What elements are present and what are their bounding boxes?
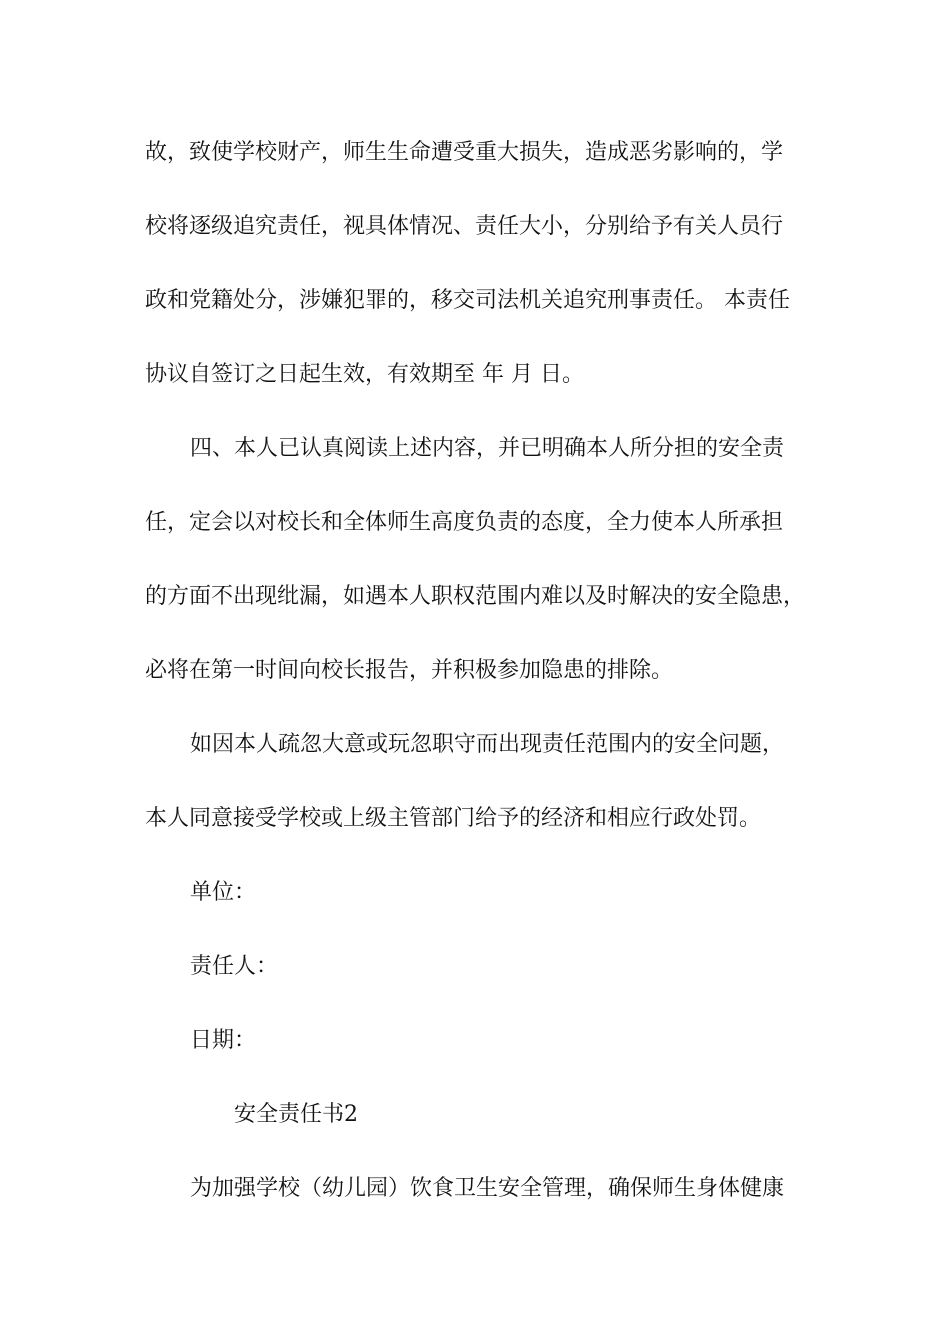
paragraph-line-1: 故，致使学校财产，师生生命遭受重大损失，造成恶劣影响的，学 bbox=[145, 140, 784, 165]
paragraph-line-8: 必将在第一时间向校长报告，并积极参加隐患的排除。 bbox=[145, 658, 674, 683]
paragraph-line-5: 四、本人已认真阅读上述内容，并已明确本人所分担的安全责 bbox=[190, 436, 785, 461]
paragraph-line-10: 本人同意接受学校或上级主管部门给予的经济和相应行政处罚。 bbox=[145, 806, 762, 831]
section-title: 安全责任书2 bbox=[234, 1102, 358, 1127]
paragraph-line-2: 校将逐级追究责任，视具体情况、责任大小，分别给予有关人员行 bbox=[145, 214, 784, 239]
paragraph-line-7: 的方面不出现纰漏，如遇本人职权范围内难以及时解决的安全隐患， bbox=[145, 584, 806, 609]
signature-person-label: 责任人： bbox=[190, 954, 279, 979]
paragraph-line-4: 协议自签订之日起生效，有效期至 年 月 日。 bbox=[145, 362, 584, 387]
paragraph-line-6: 任，定会以对校长和全体师生高度负责的态度，全力使本人所承担 bbox=[145, 510, 784, 535]
paragraph-line-9: 如因本人疏忽大意或玩忽职守而出现责任范围内的安全问题， bbox=[190, 732, 785, 757]
paragraph-line-11: 为加强学校（幼儿园）饮食卫生安全管理，确保师生身体健康 bbox=[190, 1176, 785, 1201]
paragraph-line-3: 政和党籍处分，涉嫌犯罪的，移交司法机关追究刑事责任。 本责任 bbox=[145, 288, 790, 313]
signature-unit-label: 单位： bbox=[190, 880, 257, 905]
signature-date-label: 日期： bbox=[190, 1028, 257, 1053]
